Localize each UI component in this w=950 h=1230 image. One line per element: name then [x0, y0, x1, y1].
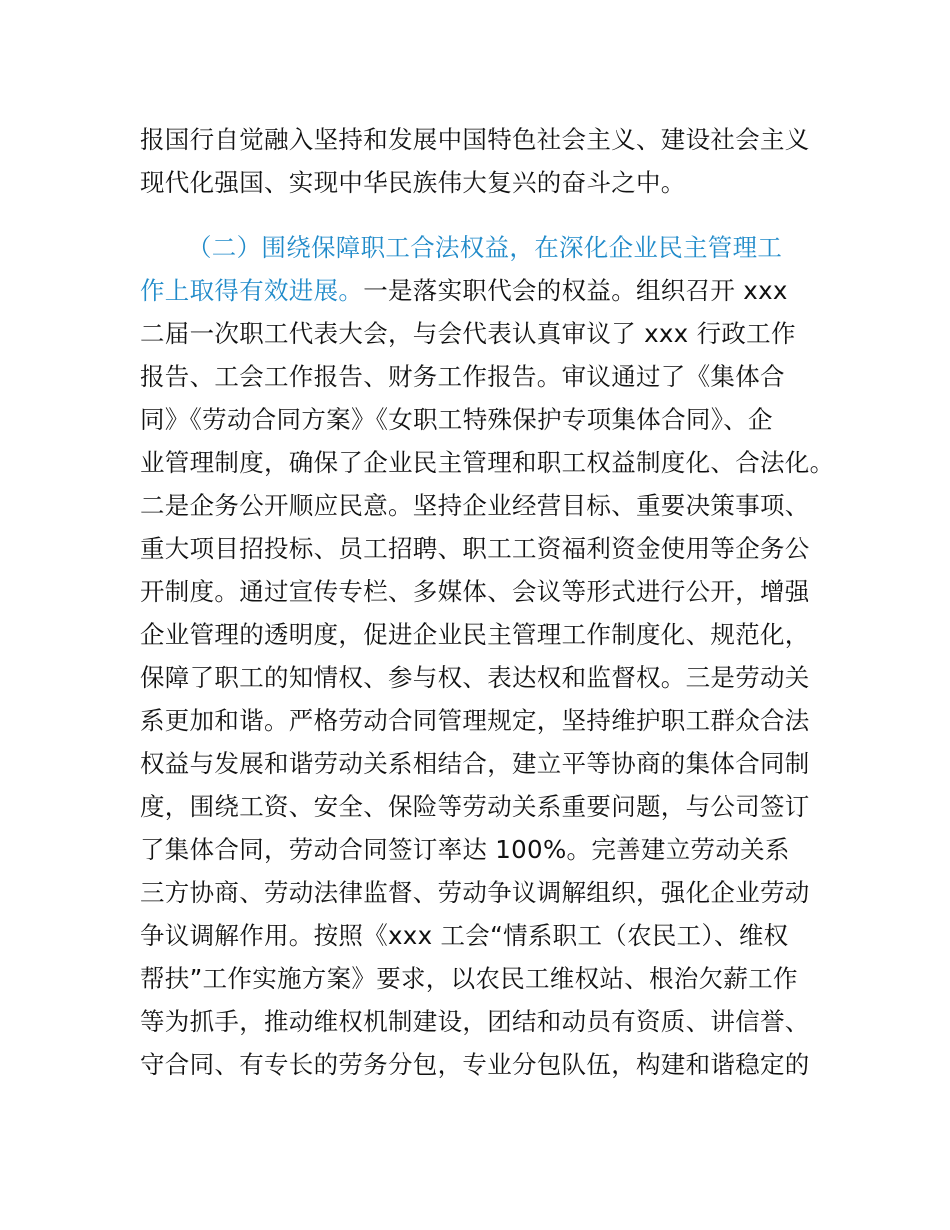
text-line: 了集体合同，劳动合同签订率达 100%。完善建立劳动关系 [140, 835, 790, 864]
text-line: 企业管理的透明度，促进企业民主管理工作制度化、规范化， [140, 620, 810, 649]
text-line: 报国行自觉融入坚持和发展中国特色社会主义、建设社会主义 [140, 125, 810, 154]
text-line: 系更加和谐。严格劳动合同管理规定，坚持维护职工群众合法 [140, 706, 810, 735]
text-line: 三方协商、劳动法律监督、劳动争议调解组织，强化企业劳动 [140, 878, 810, 907]
text-line: 等为抓手，推动维权机制建设，团结和动员有资质、讲信誉、 [140, 1007, 810, 1036]
text-line: 报告、工会工作报告、财务工作报告。审议通过了《集体合 [140, 362, 785, 391]
section-heading-continuation: 作上取得有效进展。 [140, 276, 364, 305]
text-line: 二届一次职工代表大会，与会代表认真审议了 xxx 行政工作 [140, 319, 796, 348]
text-line: 同》《劳动合同方案》《女职工特殊保护专项集体合同》、企 [140, 405, 773, 434]
section-heading: （二）围绕保障职工合法权益，在深化企业民主管理工 [187, 233, 783, 262]
text-line: 权益与发展和谐劳动关系相结合，建立平等协商的集体合同制 [140, 749, 810, 778]
text-line: 守合同、有专长的劳务分包，专业分包队伍，构建和谐稳定的 [140, 1050, 810, 1079]
paragraph-text: 一是落实职代会的权益。组织召开 xxx [363, 276, 788, 305]
text-line: 保障了职工的知情权、参与权、表达权和监督权。三是劳动关 [140, 663, 810, 692]
text-line: 争议调解作用。按照《xxx 工会“情系职工（农民工）、维权 [140, 921, 789, 950]
text-line: 业管理制度，确保了企业民主管理和职工权益制度化、合法化。 [140, 448, 835, 477]
text-line: 重大项目招投标、员工招聘、职工工资福利资金使用等企务公 [140, 534, 810, 563]
text-line [140, 276, 788, 306]
text-line: 帮扶”工作实施方案》要求，以农民工维权站、根治欠薪工作 [140, 964, 798, 993]
text-line: 二是企务公开顺应民意。坚持企业经营目标、重要决策事项、 [140, 491, 810, 520]
text-line: 开制度。通过宣传专栏、多媒体、会议等形式进行公开，增强 [140, 577, 810, 606]
text-line: 现代化强国、实现中华民族伟大复兴的奋斗之中。 [140, 168, 686, 197]
text-line: 度，围绕工资、安全、保险等劳动关系重要问题，与公司签订 [140, 792, 810, 821]
